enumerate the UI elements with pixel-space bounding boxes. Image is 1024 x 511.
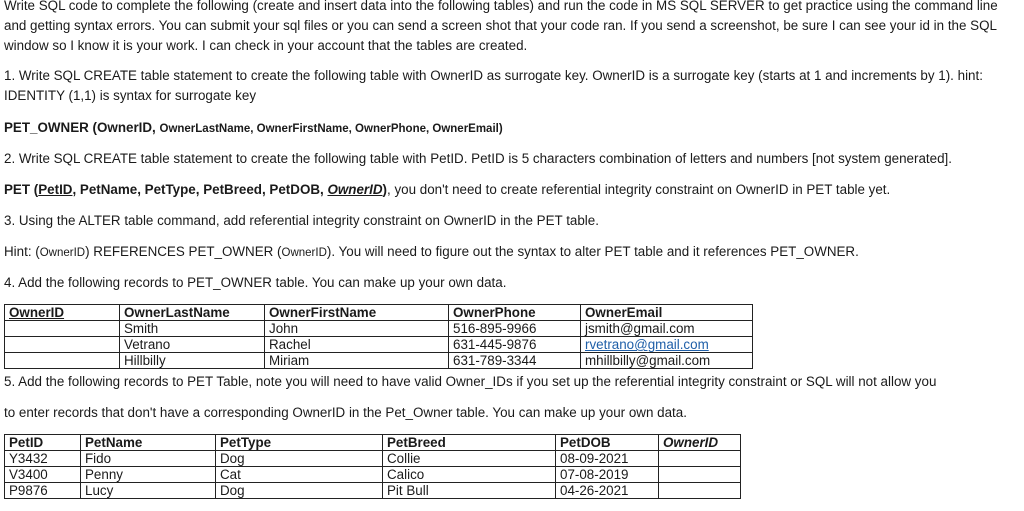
- header-ownerlastname: OwnerLastName: [120, 305, 265, 321]
- header-ownerfirstname: OwnerFirstName: [265, 305, 449, 321]
- table-row: [5, 321, 753, 337]
- table-cell: 07-08-2019: [556, 467, 659, 483]
- pet-schema-note: , you don't need to create referential integrity constraint on OwnerID in PET table yet.: [387, 182, 891, 197]
- pet-schema: [4, 180, 890, 200]
- pet-owner-table: [4, 304, 753, 369]
- intro-paragraph: Write SQL code to complete the following (create and insert data into the following tables) and run the code in MS SQL SERVER to get practice using the command line and getting syntax errors. You can submit your sql files or you can send a screen shot that your code ran. If you send a screenshot, be sure I can see your id in the SQL window so I know it is your work. I can check in your account that the tables are created.: [4, 0, 998, 53]
- table-cell: Pit Bull: [383, 483, 556, 499]
- table-cell-email-link[interactable]: [581, 337, 753, 353]
- pet-owner-schema-name: PET_OWNER (OwnerID,: [4, 120, 160, 135]
- hint-ownerid-2: OwnerID: [281, 247, 327, 259]
- header-petname: PetName: [81, 435, 216, 451]
- header-ownerphone: OwnerPhone: [449, 305, 581, 321]
- table-cell: Collie: [383, 451, 556, 467]
- table-cell: [5, 353, 120, 369]
- table-cell: jsmith@gmail.com: [581, 321, 753, 337]
- table-cell: 04-26-2021: [556, 483, 659, 499]
- pet-schema-prefix: PET (: [4, 182, 39, 197]
- table-row: [5, 337, 753, 353]
- table-cell: Lucy: [81, 483, 216, 499]
- pet-schema-foreign-key: OwnerID: [327, 182, 383, 197]
- table-header-row: [5, 435, 741, 451]
- header-petbreed: PetBreed: [383, 435, 556, 451]
- table-cell: mhillbilly@gmail.com: [581, 353, 753, 369]
- table-cell: [659, 483, 741, 499]
- table-cell: Dog: [216, 483, 383, 499]
- table-cell: P9876: [5, 483, 81, 499]
- pet-owner-schema-columns: OwnerLastName, OwnerFirstName, OwnerPhone, OwnerEmail): [159, 123, 503, 135]
- header-petdob: PetDOB: [556, 435, 659, 451]
- question-2: 2. Write SQL CREATE table statement to create the following table with PetID. PetID is 5 characters combination of letters and numbers [not system generated].: [4, 151, 952, 166]
- hint-line: [4, 242, 859, 263]
- question-1: 1. Write SQL CREATE table statement to create the following table with OwnerID as surrogate key. OwnerID is a surrogate key (starts at 1 and increments by 1). hint: IDENTITY (1,1) is syntax for surrogate key: [4, 68, 983, 103]
- header-ownerid: OwnerID: [5, 305, 120, 321]
- table-cell: Penny: [81, 467, 216, 483]
- table-cell: Y3432: [5, 451, 81, 467]
- table-cell: [5, 337, 120, 353]
- table-cell: Calico: [383, 467, 556, 483]
- table-cell: Fido: [81, 451, 216, 467]
- table-cell: 631-789-3344: [449, 353, 581, 369]
- hint-prefix: Hint: (: [4, 244, 40, 259]
- table-cell: Rachel: [265, 337, 449, 353]
- question-3: 3. Using the ALTER table command, add referential integrity constraint on OwnerID in the PET table.: [4, 213, 599, 228]
- pet-schema-primary-key: PetID: [38, 182, 73, 197]
- table-row: [5, 467, 741, 483]
- table-cell: Smith: [120, 321, 265, 337]
- table-cell: [659, 467, 741, 483]
- table-cell: Dog: [216, 451, 383, 467]
- header-pettype: PetType: [216, 435, 383, 451]
- table-cell: V3400: [5, 467, 81, 483]
- table-cell: Miriam: [265, 353, 449, 369]
- hint-references: ) REFERENCES PET_OWNER (: [85, 244, 282, 259]
- question-5-line-2: to enter records that don't have a corresponding OwnerID in the Pet_Owner table. You can make up your own data.: [4, 405, 687, 420]
- pet-schema-close: ): [382, 182, 387, 197]
- table-cell: Cat: [216, 467, 383, 483]
- table-cell: Vetrano: [120, 337, 265, 353]
- table-row: [5, 353, 753, 369]
- table-cell: Hillbilly: [120, 353, 265, 369]
- table-row: [5, 451, 741, 467]
- hint-suffix: ). You will need to figure out the syntax to alter PET table and it references PET_OWNER.: [326, 244, 859, 259]
- table-cell: 516-895-9966: [449, 321, 581, 337]
- table-cell: 631-445-9876: [449, 337, 581, 353]
- question-4: 4. Add the following records to PET_OWNER table. You can make up your own data.: [4, 275, 507, 290]
- question-5-line-1: 5. Add the following records to PET Table, note you will need to have valid Owner_IDs if you set up the referential integrity constraint or SQL will not allow you: [4, 374, 937, 389]
- pet-table: [4, 434, 741, 499]
- table-header-row: [5, 305, 753, 321]
- header-petid: PetID: [5, 435, 81, 451]
- table-row: [5, 483, 741, 499]
- header-owneremail: OwnerEmail: [581, 305, 753, 321]
- table-cell: John: [265, 321, 449, 337]
- hint-ownerid-1: OwnerID: [39, 247, 86, 259]
- pet-owner-schema: [4, 118, 503, 139]
- header-ownerid: OwnerID: [659, 435, 741, 451]
- table-cell: [659, 451, 741, 467]
- table-cell: 08-09-2021: [556, 451, 659, 467]
- table-cell: [5, 321, 120, 337]
- pet-schema-columns: , PetName, PetType, PetBreed, PetDOB,: [72, 182, 328, 197]
- email-link[interactable]: rvetrano@gmail.com: [585, 337, 709, 352]
